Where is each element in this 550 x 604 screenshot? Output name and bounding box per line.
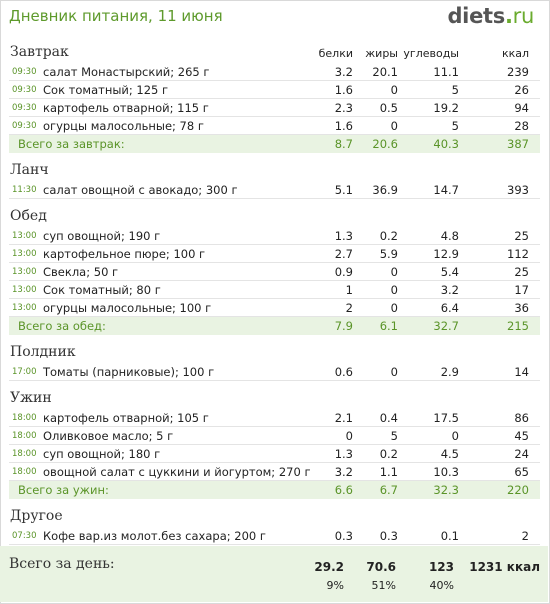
food-time: 18:00 <box>12 449 37 459</box>
food-time: 09:30 <box>12 103 37 113</box>
food-carbs: 11.1 <box>433 65 459 79</box>
day-total-label: Всего за день: <box>9 556 115 572</box>
food-fat: 0.5 <box>379 101 398 115</box>
food-kcal: 45 <box>514 429 529 443</box>
section-header <box>9 506 540 527</box>
total-kcal: 387 <box>507 137 529 151</box>
food-row[interactable] <box>9 81 540 99</box>
food-time: 13:00 <box>12 303 37 313</box>
day-protein-percent: 9% <box>326 579 344 592</box>
food-fat: 1.1 <box>379 465 398 479</box>
food-carbs: 3.2 <box>440 283 459 297</box>
food-carbs: 14.7 <box>433 183 459 197</box>
day-kcal: 1231 ккал <box>469 560 540 574</box>
food-protein: 5.1 <box>334 183 353 197</box>
food-fat: 0.2 <box>379 447 398 461</box>
food-name[interactable]: огурцы малосольные; 100 г <box>43 301 212 315</box>
section-gap <box>9 499 540 506</box>
food-protein: 1.3 <box>334 229 353 243</box>
total-protein: 7.9 <box>334 319 353 333</box>
food-kcal: 14 <box>514 365 529 379</box>
food-protein: 2.1 <box>334 411 353 425</box>
food-name[interactable]: огурцы малосольные; 78 г <box>43 119 204 133</box>
food-time: 13:00 <box>12 267 37 277</box>
food-row[interactable] <box>9 409 540 427</box>
food-name[interactable]: Кофе вар.из молот.без сахара; 200 г <box>43 529 266 543</box>
section-total-label: Всего за завтрак: <box>18 137 125 151</box>
section-header <box>9 342 540 363</box>
food-protein: 0.6 <box>334 365 353 379</box>
diary-table <box>9 42 540 545</box>
food-time: 18:00 <box>12 431 37 441</box>
section-title: Другое <box>10 508 63 524</box>
section-header <box>9 388 540 409</box>
food-fat: 0.4 <box>379 411 398 425</box>
food-carbs: 19.2 <box>433 101 459 115</box>
food-protein: 2 <box>345 301 353 315</box>
food-carbs: 0 <box>451 429 459 443</box>
food-row[interactable] <box>9 263 540 281</box>
food-row[interactable] <box>9 463 540 481</box>
food-protein: 3.2 <box>334 465 353 479</box>
section-title: Полдник <box>10 344 76 360</box>
section-header <box>9 160 540 181</box>
food-kcal: 112 <box>507 247 529 261</box>
food-kcal: 239 <box>507 65 529 79</box>
column-kcal: ккал <box>501 47 529 60</box>
food-fat: 5.9 <box>379 247 398 261</box>
food-fat: 36.9 <box>372 183 398 197</box>
total-fat: 6.1 <box>379 319 398 333</box>
food-name[interactable]: Оливковое масло; 5 г <box>43 429 174 443</box>
food-fat: 0 <box>390 283 398 297</box>
food-kcal: 94 <box>514 101 529 115</box>
section-total-label: Всего за ужин: <box>18 483 109 497</box>
food-carbs: 5 <box>451 119 459 133</box>
food-protein: 3.2 <box>334 65 353 79</box>
food-time: 17:00 <box>12 367 37 377</box>
food-kcal: 2 <box>521 529 529 543</box>
food-fat: 0 <box>390 365 398 379</box>
food-time: 18:00 <box>12 467 37 477</box>
section-total-label: Всего за обед: <box>18 319 106 333</box>
food-row[interactable] <box>9 299 540 317</box>
food-row[interactable] <box>9 63 540 81</box>
food-carbs: 5 <box>451 83 459 97</box>
food-protein: 1.3 <box>334 447 353 461</box>
section-total-row <box>9 135 540 153</box>
food-name[interactable]: Сок томатный; 125 г <box>43 83 169 97</box>
column-carbs: углеводы <box>403 47 459 60</box>
food-name[interactable]: суп овощной; 190 г <box>43 229 161 243</box>
food-name[interactable]: салат Монастырский; 265 г <box>43 65 210 79</box>
food-protein: 1.6 <box>334 119 353 133</box>
food-carbs: 0.1 <box>440 529 459 543</box>
food-carbs: 10.3 <box>433 465 459 479</box>
food-row[interactable] <box>9 281 540 299</box>
section-header <box>9 42 540 63</box>
food-kcal: 393 <box>507 183 529 197</box>
food-name[interactable]: картофель отварной; 105 г <box>43 411 209 425</box>
total-fat: 20.6 <box>372 137 398 151</box>
total-kcal: 215 <box>507 319 529 333</box>
food-carbs: 12.9 <box>433 247 459 261</box>
day-carbs: 123 <box>428 560 454 574</box>
food-kcal: 26 <box>514 83 529 97</box>
food-time: 18:00 <box>12 413 37 423</box>
food-kcal: 65 <box>514 465 529 479</box>
food-row[interactable] <box>9 363 540 381</box>
food-protein: 0.3 <box>334 529 353 543</box>
food-fat: 0 <box>390 119 398 133</box>
logo-dot: . <box>504 4 513 28</box>
food-time: 09:30 <box>12 85 37 95</box>
section-gap <box>9 381 540 388</box>
food-fat: 0 <box>390 301 398 315</box>
food-name[interactable]: суп овощной; 180 г <box>43 447 161 461</box>
page-header <box>0 0 548 36</box>
total-kcal: 220 <box>507 483 529 497</box>
food-protein: 1.6 <box>334 83 353 97</box>
section-title: Завтрак <box>10 44 69 60</box>
food-protein: 0.9 <box>334 265 353 279</box>
food-fat: 0 <box>390 83 398 97</box>
food-kcal: 36 <box>514 301 529 315</box>
total-protein: 8.7 <box>334 137 353 151</box>
logo-main: diets <box>447 4 505 28</box>
food-row[interactable] <box>9 445 540 463</box>
food-row[interactable] <box>9 245 540 263</box>
food-protein: 0 <box>345 429 353 443</box>
column-fat: жиры <box>365 47 398 60</box>
food-kcal: 25 <box>514 265 529 279</box>
food-time: 09:30 <box>12 121 37 131</box>
food-time: 13:00 <box>12 249 37 259</box>
total-carbs: 32.7 <box>433 319 459 333</box>
food-name[interactable]: Свекла; 50 г <box>43 265 119 279</box>
food-fat: 0.3 <box>379 529 398 543</box>
food-row[interactable] <box>9 181 540 199</box>
food-time: 13:00 <box>12 231 37 241</box>
food-protein: 1 <box>345 283 353 297</box>
food-name[interactable]: овощной салат с цуккини и йогуртом; 270 г <box>43 465 311 479</box>
food-row[interactable] <box>9 227 540 245</box>
site-logo[interactable] <box>447 4 534 28</box>
section-gap <box>9 153 540 160</box>
food-row[interactable] <box>9 99 540 117</box>
section-total-row <box>9 317 540 335</box>
logo-tld: ru <box>512 4 534 28</box>
food-row[interactable] <box>9 117 540 135</box>
section-header <box>9 206 540 227</box>
section-gap <box>9 199 540 206</box>
total-carbs: 40.3 <box>433 137 459 151</box>
day-carbs-percent: 40% <box>429 579 454 592</box>
food-protein: 2.7 <box>334 247 353 261</box>
section-title: Ланч <box>10 162 49 178</box>
food-kcal: 24 <box>514 447 529 461</box>
food-carbs: 5.4 <box>440 265 459 279</box>
food-name[interactable]: картофель отварной; 115 г <box>43 101 209 115</box>
food-row[interactable] <box>9 427 540 445</box>
section-title: Обед <box>10 208 47 224</box>
food-kcal: 28 <box>514 119 529 133</box>
food-carbs: 6.4 <box>440 301 459 315</box>
food-kcal: 17 <box>514 283 529 297</box>
total-carbs: 32.3 <box>433 483 459 497</box>
food-carbs: 17.5 <box>433 411 459 425</box>
food-fat: 20.1 <box>372 65 398 79</box>
food-kcal: 86 <box>514 411 529 425</box>
food-kcal: 25 <box>514 229 529 243</box>
food-name[interactable]: картофельное пюре; 100 г <box>43 247 206 261</box>
food-name[interactable]: Сок томатный; 80 г <box>43 283 161 297</box>
day-protein: 29.2 <box>314 560 344 574</box>
day-fat: 70.6 <box>366 560 396 574</box>
section-title: Ужин <box>10 390 52 406</box>
food-name[interactable]: Томаты (парниковые); 100 г <box>43 365 215 379</box>
food-time: 07:30 <box>12 531 37 541</box>
food-carbs: 4.8 <box>440 229 459 243</box>
food-row[interactable] <box>9 527 540 545</box>
food-time: 13:00 <box>12 285 37 295</box>
food-fat: 0.2 <box>379 229 398 243</box>
column-protein: белки <box>318 47 353 60</box>
food-fat: 0 <box>390 265 398 279</box>
section-total-row <box>9 481 540 499</box>
food-time: 09:30 <box>12 67 37 77</box>
food-carbs: 2.9 <box>440 365 459 379</box>
food-time: 11:30 <box>12 185 37 195</box>
food-carbs: 4.5 <box>440 447 459 461</box>
day-fat-percent: 51% <box>371 579 396 592</box>
food-fat: 5 <box>390 429 398 443</box>
total-protein: 6.6 <box>334 483 353 497</box>
food-protein: 2.3 <box>334 101 353 115</box>
section-gap <box>9 335 540 342</box>
day-total-bar <box>0 546 548 602</box>
food-name[interactable]: салат овощной с авокадо; 300 г <box>43 183 238 197</box>
page-title: Дневник питания, 11 июня <box>9 7 223 25</box>
total-fat: 6.7 <box>379 483 398 497</box>
